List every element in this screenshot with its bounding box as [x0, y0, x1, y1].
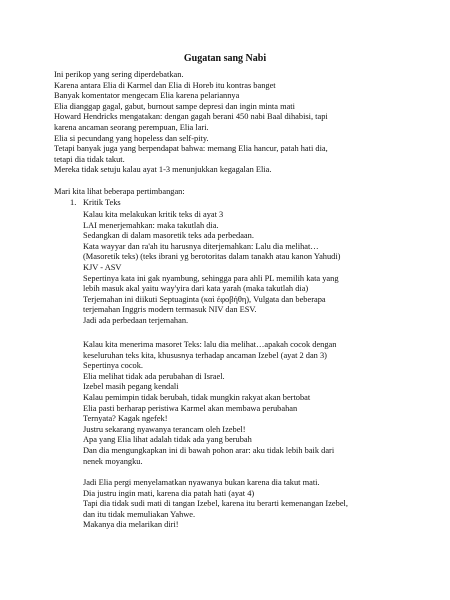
- body-line: lebih masuk akal yaitu way'yira dari kata yarah (maka takutlah dia): [83, 284, 309, 294]
- item-title-line: Kritik Teks: [83, 198, 121, 207]
- body-line: Elia melihat tidak ada perubahan di Israel.: [83, 371, 225, 381]
- intro-line: Banyak komentator mengecam Elia karena pelariannya: [54, 91, 240, 101]
- intro-line: Elia dianggap gagal, gabut, burnout sampe depresi dan ingin minta mati: [54, 101, 295, 111]
- body-line: Izebel masih pegang kendali: [83, 382, 179, 392]
- intro-line: Karena antara Elia di Karmel dan Elia di Horeb itu kontras banget: [54, 80, 276, 90]
- body-line: Dia justru ingin mati, karena dia patah hati (ayat 4): [83, 488, 255, 498]
- list-item-number: 1.: [70, 198, 77, 207]
- intro-line: Ini perikop yang sering diperdebatkan.: [54, 70, 184, 79]
- body-line: Sedangkan di dalam masoretik teks ada perbedaan.: [83, 231, 254, 241]
- body-line: Sepertinya cocok.: [83, 361, 143, 371]
- document-title: Gugatan sang Nabi: [183, 53, 267, 64]
- body-line: Apa yang Elia lihat adalah tidak ada yang berubah: [83, 435, 252, 445]
- lead-in-line: Mari kita lihat beberapa pertimbangan:: [54, 187, 185, 196]
- lead-in: [54, 187, 414, 198]
- body-line: Kalau kita melakukan kritik teks di ayat 3: [83, 210, 224, 219]
- body-line: Tapi dia tidak sudi mati di tangan Izebel, karena itu berarti kemenangan Izebel,: [83, 499, 348, 509]
- intro-line: karena ancaman seorang perempuan, Elia lari.: [54, 122, 209, 132]
- body-line: Ternyata? Kagak ngefek!: [83, 414, 168, 424]
- body-line: dan itu tidak memuliakan Yahwe.: [83, 509, 196, 519]
- body-line: keseluruhan teks kita, khususnya terhadap ancaman Izebel (ayat 2 dan 3): [83, 350, 327, 360]
- body-line: Elia pasti berharap peristiwa Karmel akan membawa perubahan: [83, 403, 298, 413]
- intro-paragraph: [54, 70, 414, 176]
- body-line: Jadi Elia pergi menyelamatkan nyawanya bukan karena dia takut mati.: [83, 478, 320, 487]
- body-line: KJV - ASV: [83, 262, 122, 272]
- body-line: Dan dia mengungkapkan ini di bawah pohon arar: aku tidak lebih baik dari: [83, 445, 335, 455]
- kritik-teks-block-1: [83, 210, 423, 327]
- body-line: nenek moyangku.: [83, 456, 143, 466]
- body-line: Kata wayyar dan ra'ah itu harusnya diterjemahkan: Lalu dia melihat…: [83, 241, 319, 251]
- body-line: Justru sekarang nyawanya terancam oleh Izebel!: [83, 424, 246, 434]
- body-line: terjemahan Inggris modern termasuk NIV dan ESV.: [83, 305, 257, 315]
- kritik-teks-block-2: [83, 340, 423, 467]
- kritik-teks-block-3: [83, 478, 423, 531]
- body-line: (Masoretik teks) (teks ibrani yg berotoritas dalam tanakh atau kanon Yahudi): [83, 252, 341, 262]
- intro-line: Tetapi banyak juga yang berpendapat bahwa: memang Elia hancur, patah hati dia,: [54, 144, 328, 154]
- body-line: Terjemahan ini diikuti Septuaginta (καὶ ἐφοβήθη), Vulgata dan beberapa: [83, 294, 326, 304]
- intro-line: tetapi dia tidak takut.: [54, 154, 125, 164]
- intro-line: Howard Hendricks mengatakan: dengan gagah berani 450 nabi Baal dihabisi, tapi: [54, 112, 328, 122]
- body-line: Sepertinya kata ini gak nyambung, sehingga para ahli PL memilih kata yang: [83, 273, 339, 283]
- body-line: Makanya dia melarikan diri!: [83, 520, 179, 530]
- body-line: LAI menerjemahkan: maka takutlah dia.: [83, 220, 219, 230]
- body-line: Kalau pemimpin tidak berubah, tidak mungkin rakyat akan bertobat: [83, 392, 311, 402]
- intro-line: Mereka tidak setuju kalau ayat 1-3 menunjukkan kegagalan Elia.: [54, 165, 272, 175]
- body-line: Kalau kita menerima masoret Teks: lalu dia melihat…apakah cocok dengan: [83, 340, 337, 349]
- list-item-title: [83, 198, 423, 209]
- intro-line: Elia si pecundang yang hopeless dan self-pity.: [54, 133, 209, 143]
- body-line: Jadi ada perbedaan terjemahan.: [83, 315, 189, 325]
